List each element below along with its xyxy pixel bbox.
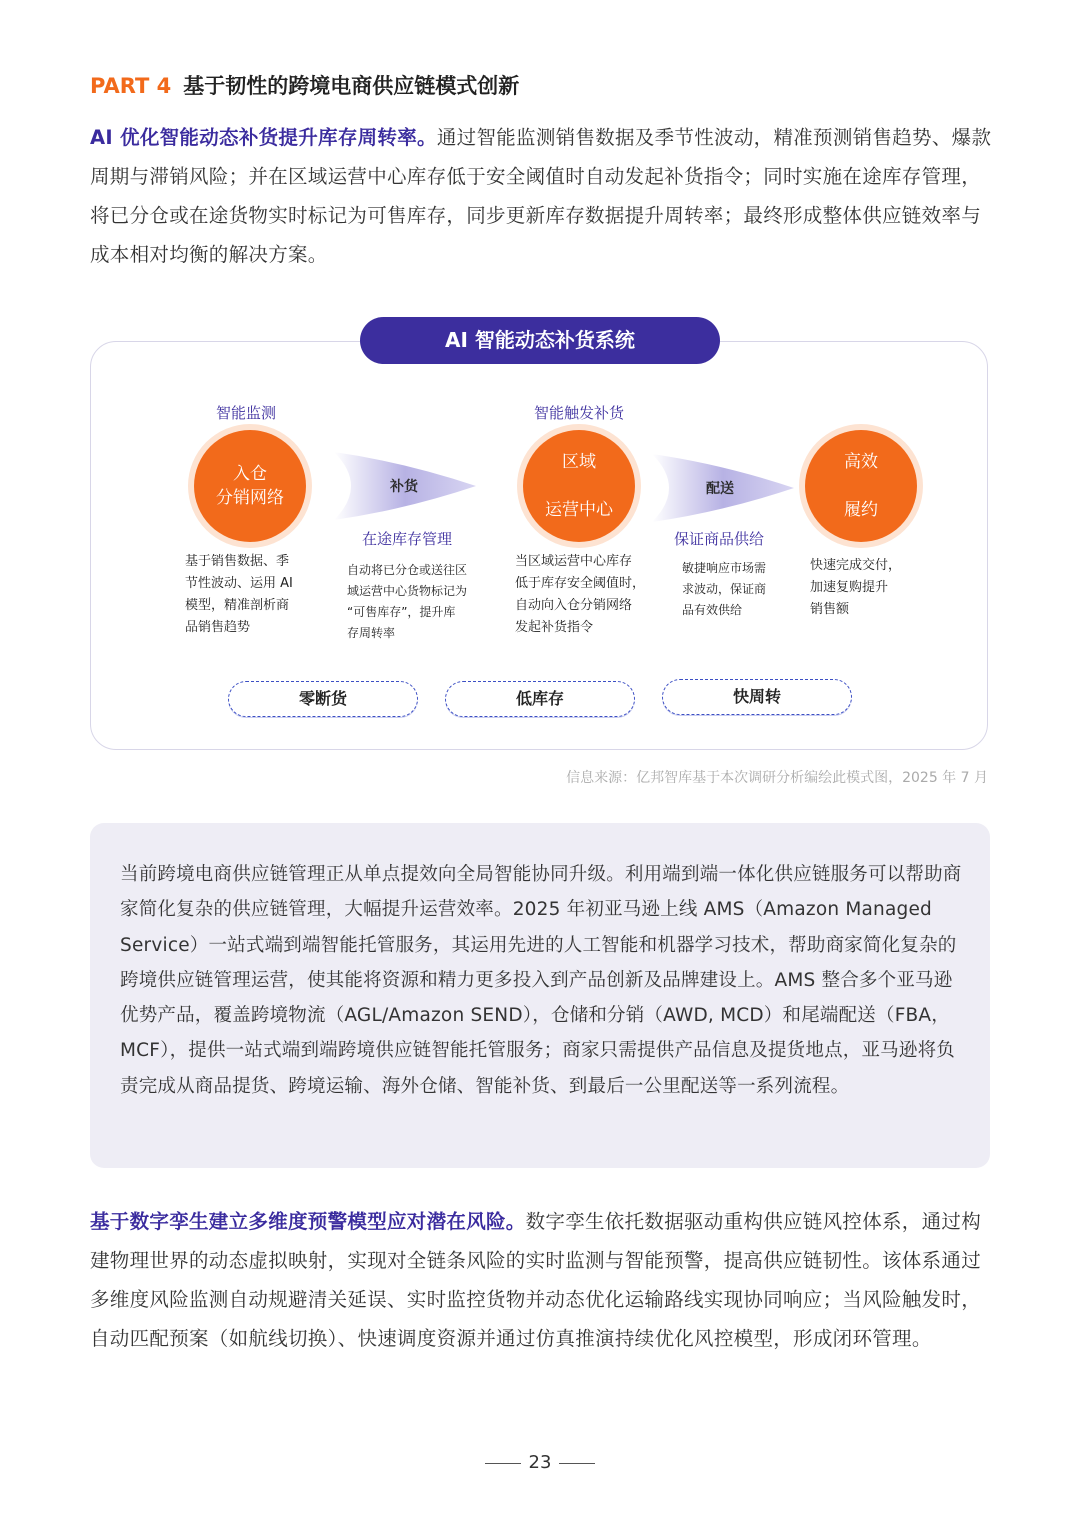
circle-fulfillment (805, 430, 917, 542)
circle-line: 分销网络 (216, 488, 284, 508)
desc-line: 发起补货指令 (515, 620, 594, 635)
paragraph-body: 通过智能监测销售数据及季节性波动，精准预测销售趋势、爆款周期与滞销风险；并在区域运营中心库存低于安全阈值时自动发起补货指令；同时实施在途库存管理，将已分仓或在途货物实时标记为可售库存，同步更新库存数据提升周转率；最终形成整体供应链效率与成本相对均衡的解决方案。 (90, 126, 992, 266)
desc-line: “可售库存”，提升库 (347, 605, 456, 619)
stage-label-trigger: 智能触发补货 (533, 404, 624, 422)
stage-label-monitoring: 智能监测 (215, 404, 276, 422)
stage3-description (810, 555, 930, 621)
desc-line: 品有效供给 (682, 603, 743, 617)
paragraph-ai-replenishment (90, 118, 992, 274)
desc-line: 模型，精准剖析商 (185, 598, 290, 613)
desc-line: 快速完成交付， (810, 558, 902, 573)
source-note: 信息来源：亿邦智库基于本次调研分析编绘此模式图，2025 年 7 月 (566, 770, 988, 786)
stage2-description (515, 551, 660, 639)
circle-line: 高效 (844, 452, 878, 472)
desc-line: 低于库存安全阈值时， (515, 576, 646, 591)
divider (485, 1463, 521, 1464)
arrow-label-delivery: 配送 (706, 481, 734, 497)
desc-line: 域运营中心货物标记为 (347, 584, 468, 598)
page-number-value: 23 (528, 1452, 552, 1473)
desc-line: 自动向入仓分销网络 (515, 598, 633, 613)
desc-line: 自动将已分仓或送往区 (347, 563, 468, 577)
desc-line: 节性波动、运用 AI (185, 576, 293, 591)
section-header (90, 70, 519, 100)
ams-info-box (90, 823, 990, 1168)
info-text: 当前跨境电商供应链管理正从单点提效向全局智能协同升级。利用端到端一体化供应链服务可以帮助商家简化复杂的供应链管理，大幅提升运营效率。2025 年初亚马逊上线 AMS（Amazon Managed Service）一站式端到端智能托管服务，其运用先进的人工智能和机器学习技术，帮助商家简化复杂的跨境供应链管理运营，使其能将资源和精力更多投入到产品创新及品牌建设上。AMS 整合多个亚马逊优势产品，覆盖跨境物流（AGL/Amazon SEND），仓储和分销（AWD, MCD）和尾端配送（FBA，MCF），提供一站式端到端跨境供应链智能托管服务；商家只需提供产品信息及提货地点，亚马逊将负责完成从商品提货、跨境运输、海外仓储、智能补货、到最后一公里配送等一系列流程。 (120, 864, 962, 1097)
arrow-label-replenish: 补货 (390, 479, 418, 495)
pill-zero-stockout: 零断货 (228, 681, 418, 717)
circle-line: 运营中心 (545, 500, 613, 520)
arrow2-description (682, 558, 792, 621)
desc-line: 加速复购提升 (810, 580, 889, 595)
paragraph-body: 数字孪生依托数据驱动重构供应链风控体系，通过构建物理世界的动态虚拟映射，实现对全链条风险的实时监测与智能预警，提高供应链韧性。该体系通过多维度风险监测自动规避清关延误、实时监控货物并动态优化运输路线实现协同响应；当风险触发时，自动匹配预案（如航线切换）、快速调度资源并通过仿真推演持续优化风控模型，形成闭环管理。 (90, 1210, 982, 1350)
diagram-title: AI 智能动态补货系统 (360, 317, 720, 364)
desc-line: 品销售趋势 (185, 620, 251, 635)
paragraph-digital-twin (90, 1202, 992, 1358)
circle-regional-center (523, 430, 635, 542)
arrow1-description (347, 560, 487, 644)
desc-line: 销售额 (810, 602, 850, 617)
divider (559, 1463, 595, 1464)
circle-line: 入仓 (233, 464, 267, 484)
desc-line: 当区域运营中心库存 (515, 554, 633, 569)
section-title: 基于韧性的跨境电商供应链模式创新 (183, 74, 520, 98)
desc-line: 基于销售数据、季 (185, 554, 290, 569)
part-label: PART 4 (90, 74, 172, 98)
circle-warehouse-network (194, 430, 306, 542)
page-number (0, 1452, 1080, 1473)
desc-line: 敏捷响应市场需 (682, 561, 767, 575)
circle-line: 区域 (562, 452, 596, 472)
pill-fast-turnover: 快周转 (662, 679, 852, 715)
stage-label-supply: 保证商品供给 (673, 530, 764, 548)
pill-low-inventory: 低库存 (445, 681, 635, 717)
circle-line: 履约 (844, 500, 878, 520)
paragraph-lead: 基于数字孪生建立多维度预警模型应对潜在风险。 (90, 1210, 526, 1233)
stage-label-in-transit: 在途库存管理 (361, 530, 452, 548)
paragraph-lead: AI 优化智能动态补货提升库存周转率。 (90, 126, 437, 149)
desc-line: 存周转率 (347, 626, 396, 640)
desc-line: 求波动，保证商 (682, 582, 767, 596)
stage1-description (185, 551, 320, 639)
